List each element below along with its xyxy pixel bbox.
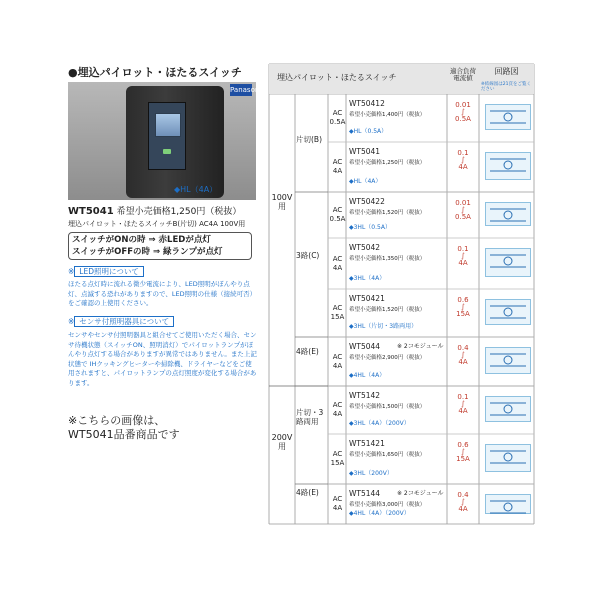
circuit-diagram-icon (485, 152, 531, 180)
type-yonro-e2: 4路(E) (296, 488, 319, 497)
product-price: 希望小売価格1,500円（税抜） (349, 404, 426, 410)
product-hl-type: ◆3HL（0.5A） (349, 224, 391, 231)
compatible-current: 0.01 ∫ 0.5A (455, 199, 471, 221)
module-note: ※ 2コモジュール (397, 490, 444, 497)
compatible-current: 0.4 ∫ 4A (457, 344, 469, 366)
voltage-100: 100V用 (271, 193, 293, 211)
note-led-heading: ※ LED照明について (68, 266, 144, 277)
rated-current: AC 4A (332, 495, 343, 512)
rated-current: AC 4A (332, 158, 343, 175)
photo-caption: ◆HL（4A） (174, 185, 218, 194)
rated-current: AC 0.5A (329, 206, 346, 223)
compatible-current: 0.4 ∫ 4A (457, 491, 469, 513)
product-price: 希望小売価格1,250円（税抜） (349, 160, 426, 166)
header-circuit: 回路図 (479, 64, 534, 94)
header-flow: 適合負荷電流値 (447, 64, 479, 94)
compatible-current: 0.6 ∫ 15A (456, 441, 470, 463)
rated-current: AC 15A (330, 304, 345, 321)
product-code: WT50421 (349, 294, 385, 303)
product-price: 希望小売価格1,650円（税抜） (349, 452, 426, 458)
callout-on: スイッチがONの時 ⇒ 赤LEDが点灯 (72, 235, 211, 245)
module-note: ※ 2コモジュール (397, 343, 444, 350)
brand-logo: Panasonic (230, 86, 266, 94)
model-line (68, 204, 241, 217)
circuit-diagram-icon (485, 104, 531, 130)
circuit-diagram-icon (485, 494, 531, 514)
image-note (68, 414, 180, 442)
circuit-diagram-icon (485, 248, 531, 277)
product-price: 希望小売価格1,520円（税抜） (349, 210, 426, 216)
product-code: WT50422 (349, 197, 385, 206)
switch-plate (148, 102, 186, 170)
note-sensor-title: センサ付照明器具について (74, 316, 174, 327)
type-kata-sanro: 片切・3路両用 (296, 408, 324, 426)
product-price: 希望小売価格2,900円（税抜） (349, 355, 426, 361)
circuit-diagram-icon (485, 347, 531, 374)
callout-off: スイッチがOFFの時 ⇒ 緑ランプが点灯 (72, 247, 223, 257)
image-note-line2: WT5041品番商品です (68, 428, 180, 441)
product-hl-type: ◆3HL（200V） (349, 470, 393, 477)
image-note-line1: ※こちらの画像は、 (68, 414, 166, 427)
section-title: ●埋込パイロット・ほたるスイッチ (68, 66, 242, 79)
product-hl-type: ◆4HL（4A） (349, 372, 386, 379)
function-callout (68, 232, 252, 260)
rated-current: AC 4A (332, 352, 343, 370)
compatible-current: 0.1 ∫ 4A (457, 393, 469, 415)
model-code: WT5041 (68, 206, 114, 217)
product-table (269, 64, 534, 524)
compatible-current: 0.6 ∫ 15A (456, 296, 470, 318)
product-subtitle: 埋込パイロット・ほたるスイッチB(片切) AC4A 100V用 (68, 220, 246, 228)
model-price: 希望小売価格1,250円（税抜） (116, 207, 242, 217)
voltage-200: 200V用 (271, 433, 293, 451)
rated-current: AC 4A (332, 254, 343, 272)
product-price: 希望小売価格1,350円（税抜） (349, 256, 426, 262)
product-code: WT5042 (349, 243, 381, 252)
product-price: 希望小売価格1,400円（税抜） (349, 112, 426, 118)
type-kata-b: 片切(B) (296, 135, 322, 144)
compatible-current: 0.01 ∫ 0.5A (455, 101, 471, 123)
type-yonro-e: 4路(E) (296, 347, 319, 356)
circuit-diagram-icon (485, 299, 531, 325)
product-code: WT5144 (349, 489, 381, 498)
product-code: WT5041 (349, 147, 381, 156)
note-led-body: ほたる点灯時に流れる微少電流により、LED照明がぼんやり点灯、点滅する恐れがありますので、LED照明の仕様（接続可否）をご確認の上使用ください。 (68, 280, 257, 307)
rated-current: AC 4A (332, 401, 343, 418)
circuit-diagram-icon (485, 444, 531, 472)
product-hl-type: ◆4HL（4A）（200V） (349, 510, 410, 517)
note-led-title: LED照明について (74, 266, 144, 277)
product-price: 希望小売価格3,000円（税抜） (349, 502, 426, 508)
product-code: WT50412 (349, 99, 385, 108)
product-photo (68, 82, 266, 200)
circuit-diagram-icon (485, 396, 531, 422)
product-hl-type: ◆HL（0.5A） (349, 128, 388, 135)
switch-body (126, 86, 224, 198)
product-price: 希望小売価格1,520円（税抜） (349, 307, 426, 313)
product-hl-type: ◆3HL（4A）（200V） (349, 420, 410, 427)
pilot-led-icon (163, 149, 171, 154)
circuit-diagram-icon (485, 202, 531, 226)
note-sensor-body: センサやセンサ付照明器具と組合せてご使用いただく場合、センサ待機状態（スイッチON、照明消灯）でパイロットランプがぼんやり点灯する場合がありますが異常ではありません。また上記状態で IHクッキングヒーターや掃除機、ドライヤーなどをご使用されますと、パイロットランプの点灯照度が変化する場合があります。 (68, 331, 257, 387)
product-code: WT5044 (349, 342, 381, 351)
rated-current: AC 15A (330, 450, 345, 467)
product-hl-type: ◆3HL（片切・3路両用） (349, 323, 418, 330)
header-name: 埋込パイロット・ほたるスイッチ (269, 64, 447, 94)
circuit-note: ※結線図は21頁をご覧ください (481, 82, 531, 92)
note-sensor-heading: ※ センサ付照明器具について (68, 316, 174, 327)
product-code: WT51421 (349, 439, 385, 448)
compatible-current: 0.1 ∫ 4A (457, 245, 469, 267)
switch-key (155, 113, 181, 137)
compatible-current: 0.1 ∫ 4A (457, 149, 469, 171)
type-sanro-c: 3路(C) (296, 251, 320, 260)
product-hl-type: ◆HL（4A） (349, 178, 382, 185)
product-hl-type: ◆3HL（4A） (349, 275, 386, 282)
rated-current: AC 0.5A (329, 109, 346, 126)
product-code: WT5142 (349, 391, 381, 400)
